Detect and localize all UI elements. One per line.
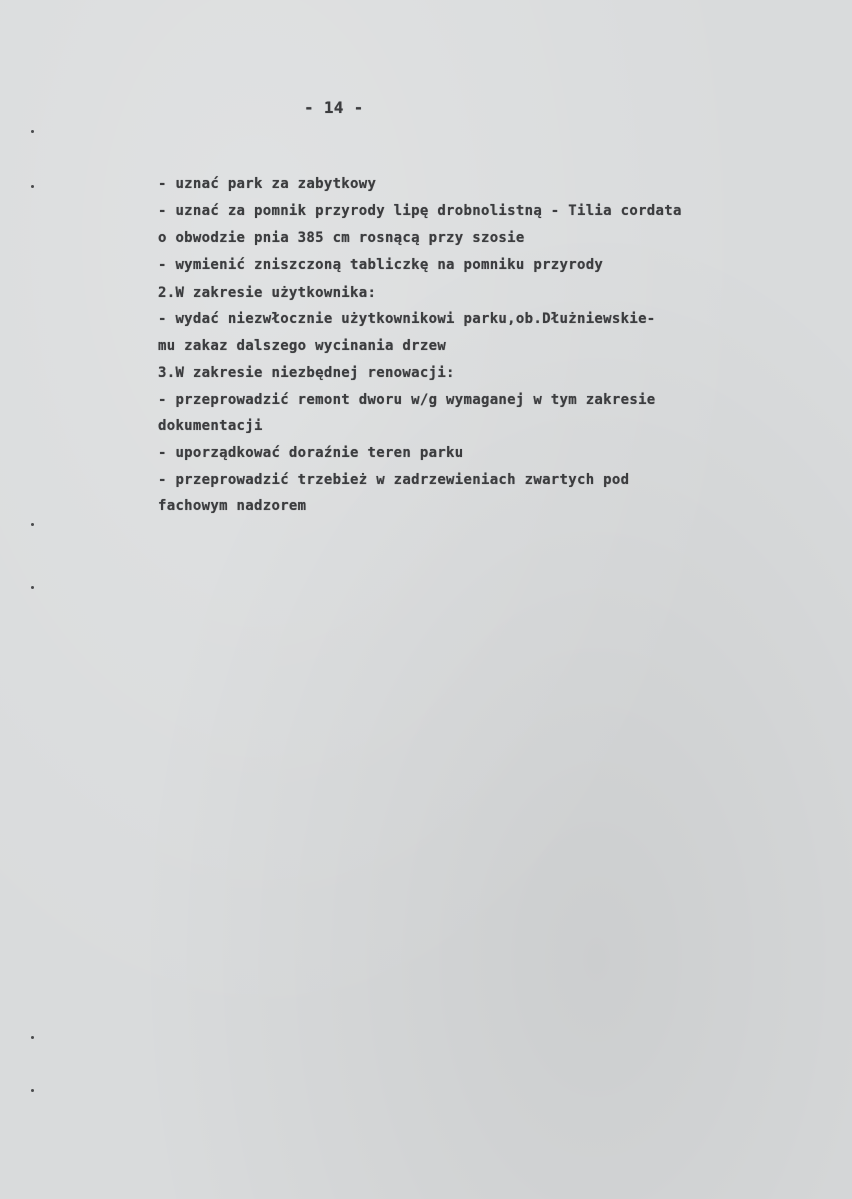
text-line: - uporządkować doraźnie teren parku	[158, 445, 464, 461]
text-line: o obwodzie pnia 385 cm rosnącą przy szosie	[158, 230, 525, 246]
text-line: fachowym nadzorem	[158, 498, 307, 514]
text-line: - przeprowadzić remont dworu w/g wymaganej w tym zakresie	[158, 392, 656, 408]
margin-mark	[31, 523, 34, 526]
section-heading: 3.W zakresie niezbędnej renowacji:	[158, 365, 455, 381]
section-heading: 2.W zakresie użytkownika:	[158, 285, 377, 301]
text-line: - uznać park za zabytkowy	[158, 176, 377, 192]
text-line: - uznać za pomnik przyrody lipę drobnolistną - Tilia cordata	[158, 203, 682, 219]
margin-mark	[31, 130, 34, 133]
margin-mark	[31, 1089, 34, 1092]
page-number: - 14 -	[304, 98, 364, 117]
margin-mark	[31, 1036, 34, 1039]
text-line: dokumentacji	[158, 418, 263, 434]
margin-mark	[31, 185, 34, 188]
margin-mark	[31, 586, 34, 589]
text-line: mu zakaz dalszego wycinania drzew	[158, 338, 447, 354]
text-line: - wydać niezwłocznie użytkownikowi parku,ob.Dłużniewskie-	[158, 311, 656, 327]
text-line: - wymienić zniszczoną tabliczkę na pomniku przyrody	[158, 257, 604, 273]
text-line: - przeprowadzić trzebież w zadrzewieniach zwartych pod	[158, 472, 630, 488]
